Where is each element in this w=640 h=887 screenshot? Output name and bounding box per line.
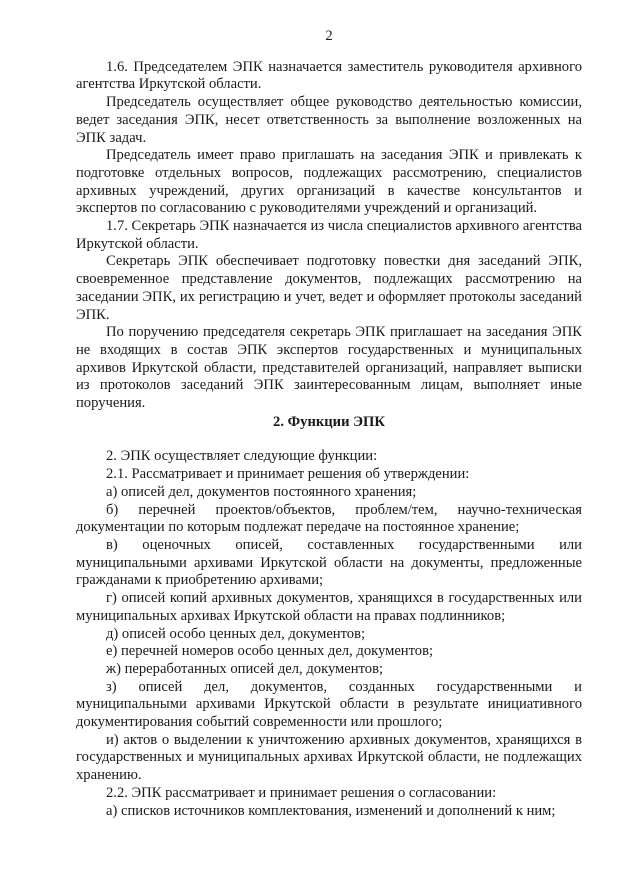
list-item-b: б) перечней проектов/объектов, проблем/тем, научно-техническая документации по которым подлежат передаче на постоянное хранение; (76, 501, 582, 536)
list-item-a: а) описей дел, документов постоянного хранения; (106, 483, 417, 500)
list-item-a-2-2: а) списков источников комплектования, изменений и дополнений к ним; (106, 802, 556, 819)
section-heading: 2. Функции ЭПК (273, 413, 385, 430)
list-item-z: з) описей дел, документов, созданных государственными и муниципальными архивами Иркутской области в результате инициативного документирования событий современности или прошлого; (76, 678, 582, 731)
list-item-i: и) актов о выделении к уничтожению архивных документов, хранящихся в государственных и муниципальных архивах Иркутской области, не подлежащих хранению. (76, 731, 582, 784)
paragraph-2-2: 2.2. ЭПК рассматривает и принимает решения о согласовании: (106, 784, 497, 801)
section-1-body (76, 59, 582, 413)
paragraph-1-6: 1.6. Председателем ЭПК назначается заместитель руководителя архивного агентства Иркутской области. (76, 58, 582, 93)
paragraph-chairman-duties: Председатель осуществляет общее руководство деятельностью комиссии, ведет заседания ЭПК, несет ответственность за выполнение возложенных на ЭПК задач. (76, 94, 582, 146)
list-item-v: в) оценочных описей, составленных государственными или муниципальными архивами Иркутской области на документы, предложенные гражданами к приобретению архивами; (76, 536, 582, 589)
list-item-e: е) перечней номеров особо ценных дел, документов; (106, 643, 434, 660)
paragraph-secretary-instructions: По поручению председателя секретарь ЭПК приглашает на заседания ЭПК не входящих в состав ЭПК экспертов государственных и муниципальных архивов Иркутской области, представителей организаций, направляет выписки из протоколов заседаний ЭПК заинтересованным лицам, выполняет иные поручения. (76, 324, 582, 412)
section-2-body (76, 448, 582, 820)
paragraph-2-1: 2.1. Рассматривает и принимает решения об утверждении: (106, 466, 470, 483)
list-item-g: г) описей копий архивных документов, хранящихся в государственных или муниципальных архивах Иркутской области на правах подлинников; (76, 590, 582, 624)
list-item-d: д) описей особо ценных дел, документов; (106, 625, 366, 642)
paragraph-2-functions: 2. ЭПК осуществляет следующие функции: (106, 448, 378, 465)
paragraph-chairman-rights: Председатель имеет право приглашать на заседания ЭПК и привлекать к подготовке отдельных вопросов, подлежащих рассмотрению, специалистов архивных учреждений, других организаций в качестве консультантов и экспертов по согласованию с руководителями учреждений и организаций. (76, 147, 582, 217)
page-number: 2 (325, 28, 333, 44)
paragraph-1-7: 1.7. Секретарь ЭПК назначается из числа специалистов архивного агентства Иркутской области. (76, 218, 582, 252)
list-item-zh: ж) переработанных описей дел, документов; (106, 660, 384, 677)
paragraph-secretary-duties: Секретарь ЭПК обеспечивает подготовку повестки дня заседаний ЭПК, своевременное представление документов, подлежащих рассмотрению на заседании ЭПК, их регистрацию и учет, ведет и оформляет протоколы заседаний ЭПК. (76, 253, 582, 323)
